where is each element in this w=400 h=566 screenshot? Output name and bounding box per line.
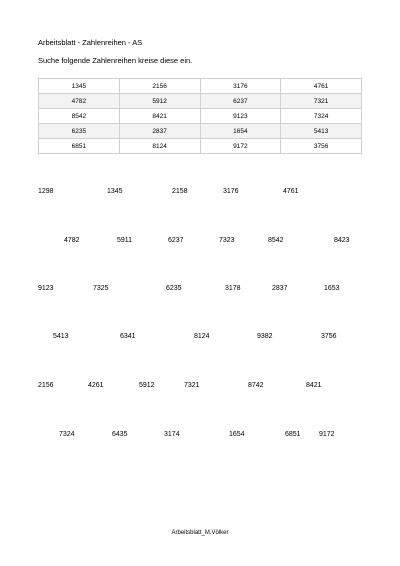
table-cell: 5912 [119,94,200,109]
footer-credit: Arbeitsblatt_M.Völker [171,530,229,536]
search-number: 8124 [194,333,210,340]
search-number: 1298 [38,188,54,195]
table-cell: 1654 [200,124,281,139]
search-number: 9123 [38,285,54,292]
search-number: 7323 [219,237,235,244]
search-number: 4261 [88,382,104,389]
search-number: 8421 [306,382,322,389]
search-number: 2837 [272,285,288,292]
search-number: 6341 [120,333,136,340]
search-number: 5413 [53,333,69,340]
search-number: 5912 [139,382,155,389]
table-cell: 2156 [119,79,200,94]
table-cell: 2837 [119,124,200,139]
search-number: 8423 [334,237,350,244]
search-number: 8542 [268,237,284,244]
search-number: 7321 [184,382,200,389]
search-number: 9382 [257,333,273,340]
table-cell: 3176 [200,79,281,94]
search-number: 6237 [168,237,184,244]
table-cell: 1345 [39,79,120,94]
search-number: 6435 [112,431,128,438]
search-number: 4761 [283,188,299,195]
table-cell: 6235 [39,124,120,139]
search-number: 6235 [166,285,182,292]
search-number: 8742 [248,382,264,389]
table-cell: 7324 [281,109,362,124]
table-cell: 9123 [200,109,281,124]
search-number: 3756 [321,333,337,340]
search-number: 6851 [285,431,301,438]
search-number: 1653 [324,285,340,292]
table-cell: 9172 [200,139,281,154]
table-cell: 4782 [39,94,120,109]
target-numbers-table [38,78,362,154]
table-cell: 3756 [281,139,362,154]
search-number: 1654 [229,431,245,438]
table-row [39,94,362,109]
search-number: 2156 [38,382,54,389]
table-row [39,139,362,154]
table-cell: 8542 [39,109,120,124]
table-cell: 7321 [281,94,362,109]
table-cell: 5413 [281,124,362,139]
search-number: 9172 [319,431,335,438]
search-number: 4782 [64,237,80,244]
table-row [39,109,362,124]
search-number: 7325 [93,285,109,292]
table-cell: 8421 [119,109,200,124]
instruction-text: Suche folgende Zahlenreihen kreise diese ein. [38,56,193,65]
search-number: 3174 [164,431,180,438]
table-cell: 6237 [200,94,281,109]
table-cell: 4761 [281,79,362,94]
table-row [39,79,362,94]
search-number: 3178 [225,285,241,292]
table-row [39,124,362,139]
search-number: 2158 [172,188,188,195]
worksheet-title: Arbeitsblatt - Zahlenreihen - AS [38,38,143,47]
search-number: 1345 [107,188,123,195]
search-number: 5911 [117,237,133,244]
table-cell: 8124 [119,139,200,154]
search-number: 3176 [223,188,239,195]
table-cell: 6851 [39,139,120,154]
search-number: 7324 [59,431,75,438]
